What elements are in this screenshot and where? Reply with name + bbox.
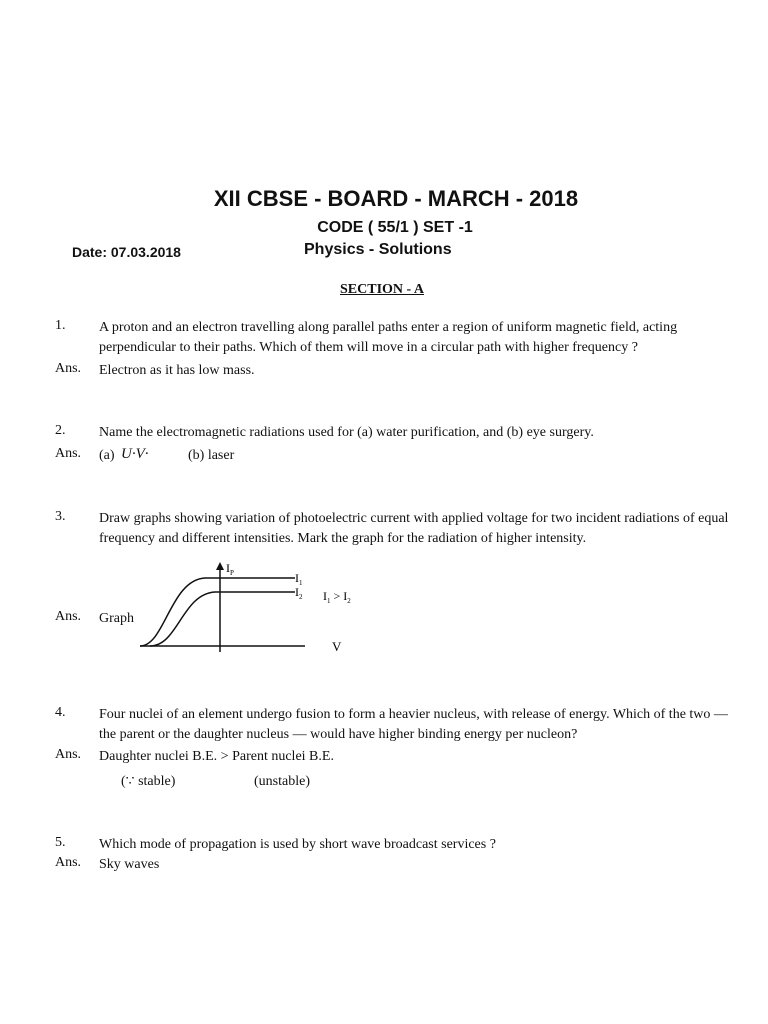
y-axis-label: $I_P$ [226, 561, 234, 577]
question-number: 5. [55, 835, 66, 850]
question-number: 1. [55, 318, 66, 333]
answer-label: Ans. [55, 747, 82, 762]
answer-label: Ans. [55, 609, 82, 624]
intensity-relation: $I_1 > I_2$ [323, 589, 351, 605]
answer-part-b-text: (b) laser [188, 448, 235, 463]
question-text: Four nuclei of an element undergo fusion to form a heavier nucleus, with release of energy. Which of the two — the parent or the daughter nucleus — would have higher binding energy per nucleon? [99, 707, 728, 742]
answer-label: Ans. [55, 855, 82, 870]
curve-i2 [150, 592, 295, 646]
page-title: XII CBSE - BOARD - MARCH - 2018 [213, 186, 579, 211]
answer-part-a-label: (a) [99, 448, 115, 463]
section-heading: SECTION - A [340, 282, 425, 297]
question-number: 4. [55, 705, 66, 720]
question-text: Which mode of propagation is used by short wave broadcast services ? [99, 837, 496, 852]
answer-text: Sky waves [99, 857, 160, 872]
answer-text: Graph [99, 611, 134, 626]
question-text: A proton and an electron travelling along parallel paths enter a region of uniform magnetic field, acting perpendicular to their paths. Which of them will move in a circular path with higher frequency ? [99, 320, 678, 355]
curve-i1 [140, 578, 295, 646]
question-text: Name the electromagnetic radiations used for (a) water purification, and (b) eye surgery. [99, 425, 594, 440]
answer-note-stable: (∵ stable) [121, 774, 176, 789]
answer-label: Ans. [55, 361, 82, 376]
question-number: 2. [55, 423, 66, 438]
exam-code: CODE ( 55/1 ) SET -1 [317, 219, 473, 236]
subject-title: Physics - Solutions [304, 241, 452, 258]
answer-text: Daughter nuclei B.E. > Parent nuclei B.E. [99, 749, 334, 764]
question-number: 3. [55, 509, 66, 524]
x-axis-label: V [332, 639, 342, 654]
answer-text: Electron as it has low mass. [99, 363, 255, 378]
y-axis-arrow [216, 562, 224, 570]
answer-label: Ans. [55, 446, 82, 461]
photoelectric-graph [130, 560, 370, 660]
question-text: Draw graphs showing variation of photoelectric current with applied voltage for two incident radiations of equal frequency and different intensities. Mark the graph for the radiation of higher intensity. [99, 511, 729, 546]
answer-note-unstable: (unstable) [254, 774, 310, 789]
exam-date: Date: 07.03.2018 [72, 244, 181, 260]
curve-i1-label: $I_1$ [295, 571, 303, 587]
answer-uv-text: U·V· [121, 446, 149, 462]
curve-i2-label: $I_2$ [295, 585, 303, 601]
